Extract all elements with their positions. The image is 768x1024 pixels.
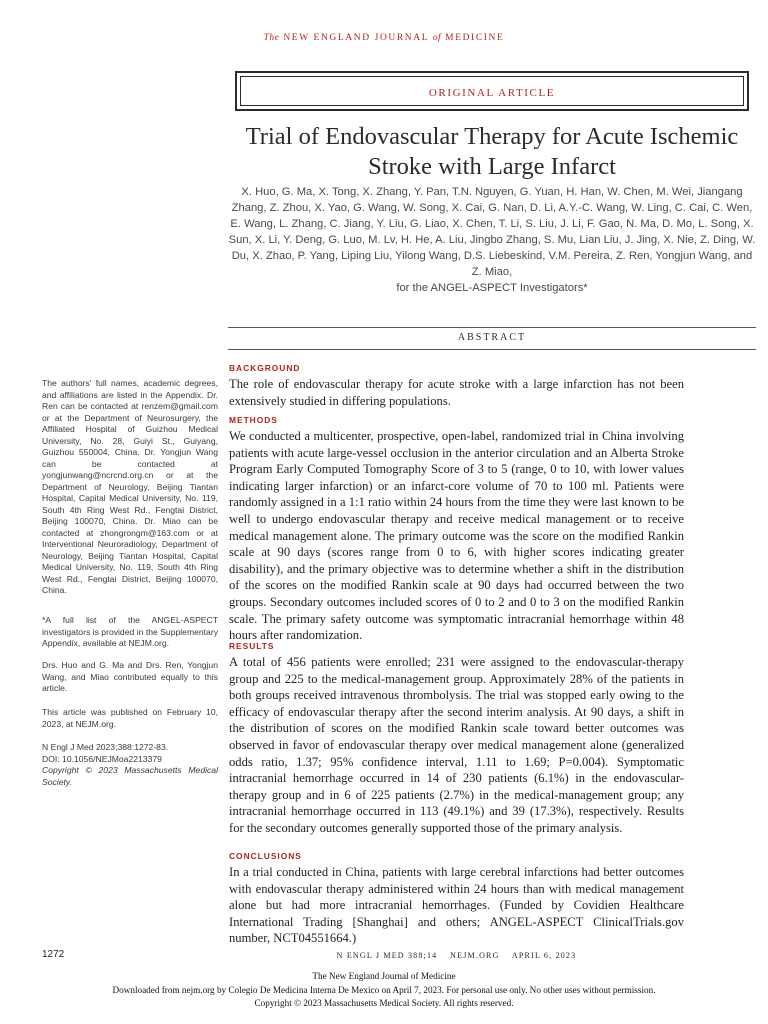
copyright: Copyright © 2023 Massachusetts Medical Society. — [42, 765, 218, 787]
sidebar-published — [42, 707, 218, 730]
authors-names: X. Huo, G. Ma, X. Tong, X. Zhang, Y. Pan, T.N. Nguyen, G. Yuan, H. Han, W. Chen, M. Wei, Jiangang Zhang, Z. Zhou, X. Yao, G. Wang, W. Song, X. Cai, G. Nan, D. Li, A.Y.-C. Wang, W. Ling, C. Cai, C. Wen, E. Wang, L. Zhang, C. Jiang, Y. Liu, G. Liao, X. Chen, T. Li, S. Liu, J. Li, F. Gao, N. Ma, D. Mo, L. Song, X. Sun, X. Li, Y. Deng, G. Luo, M. Lv, H. He, A. Liu, Jingbo Zhang, S. Mu, Lian Liu, J. Jing, X. Nie, Z. Ding, W. Du, X. Zhao, P. Yang, Liping Liu, Yilong Wang, D.S. Liebeskind, V.M. Pereira, Z. Ren, Yongjun Wang, and Z. Miao, — [228, 186, 756, 278]
background-text: The role of endovascular therapy for acute stroke with a large infarction has not been extensively studied in differing populations. — [229, 377, 684, 408]
investigators-note: *A full list of the ANGEL-ASPECT investigators is provided in the Supplementary Appendix, available at NEJM.org. — [42, 615, 218, 648]
sidebar-citation-block — [42, 742, 218, 788]
masthead-prefix: The — [263, 33, 280, 43]
masthead-name: NEW ENGLAND JOURNAL — [283, 33, 429, 43]
doi: DOI: 10.1056/NEJMoa2213379 — [42, 753, 162, 764]
abstract-rule-bottom — [228, 349, 756, 350]
methods-heading: METHODS — [229, 415, 278, 425]
abstract-rule-top — [228, 327, 756, 328]
download-footer-copyright: Copyright © 2023 Massachusetts Medical Society. All rights reserved. — [254, 998, 514, 1008]
download-footer — [0, 970, 768, 1011]
background-heading: BACKGROUND — [229, 363, 301, 373]
abstract-methods — [229, 415, 684, 644]
results-heading: RESULTS — [229, 641, 275, 651]
journal-masthead — [0, 33, 768, 43]
conclusions-heading: CONCLUSIONS — [229, 851, 302, 861]
download-footer-journal: The New England Journal of Medicine — [312, 971, 456, 981]
published-note: This article was published on February 10, 2023, at NEJM.org. — [42, 707, 218, 729]
abstract-heading: ABSTRACT — [457, 332, 527, 343]
page-number: 1272 — [42, 949, 65, 960]
author-list — [228, 184, 756, 296]
conclusions-text: In a trial conducted in China, patients with large cerebral infarctions had better outcomes with endovascular therapy administered within 24 hours than with medical management alone but had more intracranial hemorrhages. (Funded by Covidien Healthcare International Trading [Shanghai] and others; ANGEL-ASPECT ClinicalTrials.gov number, NCT04551664.) — [229, 865, 684, 946]
masthead-of: of — [432, 33, 442, 43]
download-footer-notice: Downloaded from nejm.org by Colegio De Medicina Interna De Mexico on April 7, 2023. For personal use only. No other uses without permission. — [112, 984, 656, 995]
methods-text: We conducted a multicenter, prospective, open-label, randomized trial in China involving patients with acute large-vessel occlusion in the anterior circulation and an Alberta Stroke Program Early Computed Tomography Score of 3 to 5 (range, 0 to 10, with lower values indicating larger infarction) or an infarct-core volume of 70 to 100 ml. Patients were randomly assigned in a 1:1 ratio within 24 hours from the time they were last known to be well to undergo endovascular therapy and receive medical management or to receive medical management alone. The primary outcome was the score on the modified Rankin scale at 90 days (scores range from 0 to 6, with higher scores indicating greater disability), and the primary objective was to determine whether a shift in the distribution of the scores on the modified Rankin scale at 90 days had occurred between the two groups. Secondary outcomes included scores of 0 to 2 and 0 to 3 on the modified Rankin scale. The primary safety outcome was symptomatic intracranial hemorrhage within 48 hours after randomization. — [229, 429, 684, 643]
abstract-conclusions — [229, 851, 684, 947]
abstract-background — [229, 363, 684, 409]
article-title: Trial of Endovascular Therapy for Acute Ischemic Stroke with Large Infarct — [245, 123, 739, 180]
masthead-suffix: MEDICINE — [445, 33, 505, 43]
sidebar-investigators — [42, 615, 218, 650]
running-footer: N ENGL J MED 388;14 NEJM.ORG APRIL 6, 2023 — [336, 951, 577, 960]
authors-group: for the ANGEL-ASPECT Investigators* — [396, 282, 588, 294]
results-text: A total of 456 patients were enrolled; 231 were assigned to the endovascular-therapy group and 225 to the medical-management group. Approximately 28% of the patients in both groups received intravenous thrombolysis. The trial was stopped early owing to the efficacy of endovascular therapy after the second interim analysis. At 90 days, a shift in the distribution of scores on the modified Rankin scale toward better outcomes was observed in favor of endovascular therapy over medical management alone (generalized odds ratio, 1.37; 95% confidence interval, 1.11 to 1.69; P=0.004). Symptomatic intracranial hemorrhage occurred in 14 of 230 patients (6.1%) in the endovascular-therapy group and in 6 of 225 patients (2.7%) in the medical-management group; any intracranial hemorrhage occurred in 113 (49.1%) and 39 (17.3%), respectively. Results for the secondary outcomes generally supported those of the primary analysis. — [229, 655, 684, 835]
article-type-label: ORIGINAL ARTICLE — [428, 87, 556, 99]
citation: N Engl J Med 2023;388:1272-83. — [42, 742, 169, 752]
sidebar-contribution — [42, 660, 218, 695]
article-type-box — [235, 71, 749, 111]
abstract-results — [229, 641, 684, 837]
sidebar-affiliations — [42, 378, 218, 597]
contribution-note: Drs. Huo and G. Ma and Drs. Ren, Yongjun Wang, and Miao contributed equally to this article. — [42, 660, 218, 693]
affiliations-text: The authors' full names, academic degrees, and affiliations are listed in the Appendix. Dr. Ren can be contacted at renzem@gmail.com or at the Department of Neurosurgery, the Affiliated Hospital of Guizhou Medical University, No. 28, Guiyi St., Guiyang, Guizhou 550004, China. Dr. Yongjun Wang can be contacted at yongjunwang@ncrcnd.org.cn or at the Department of Neurology, Beijing Tiantan Hospital, Capital Medical University, No. 119, South 4th Ring West Rd., Fengtai District, Beijing 100070, China. Dr. Miao can be contacted at zhongrongm@163.com or at Interventional Neuroradiology, Department of Neurology, Beijing Tiantan Hospital, Capital Medical University, No. 119, South 4th Ring West Rd., Fengtai District, Beijing 100070, China. — [42, 378, 218, 595]
